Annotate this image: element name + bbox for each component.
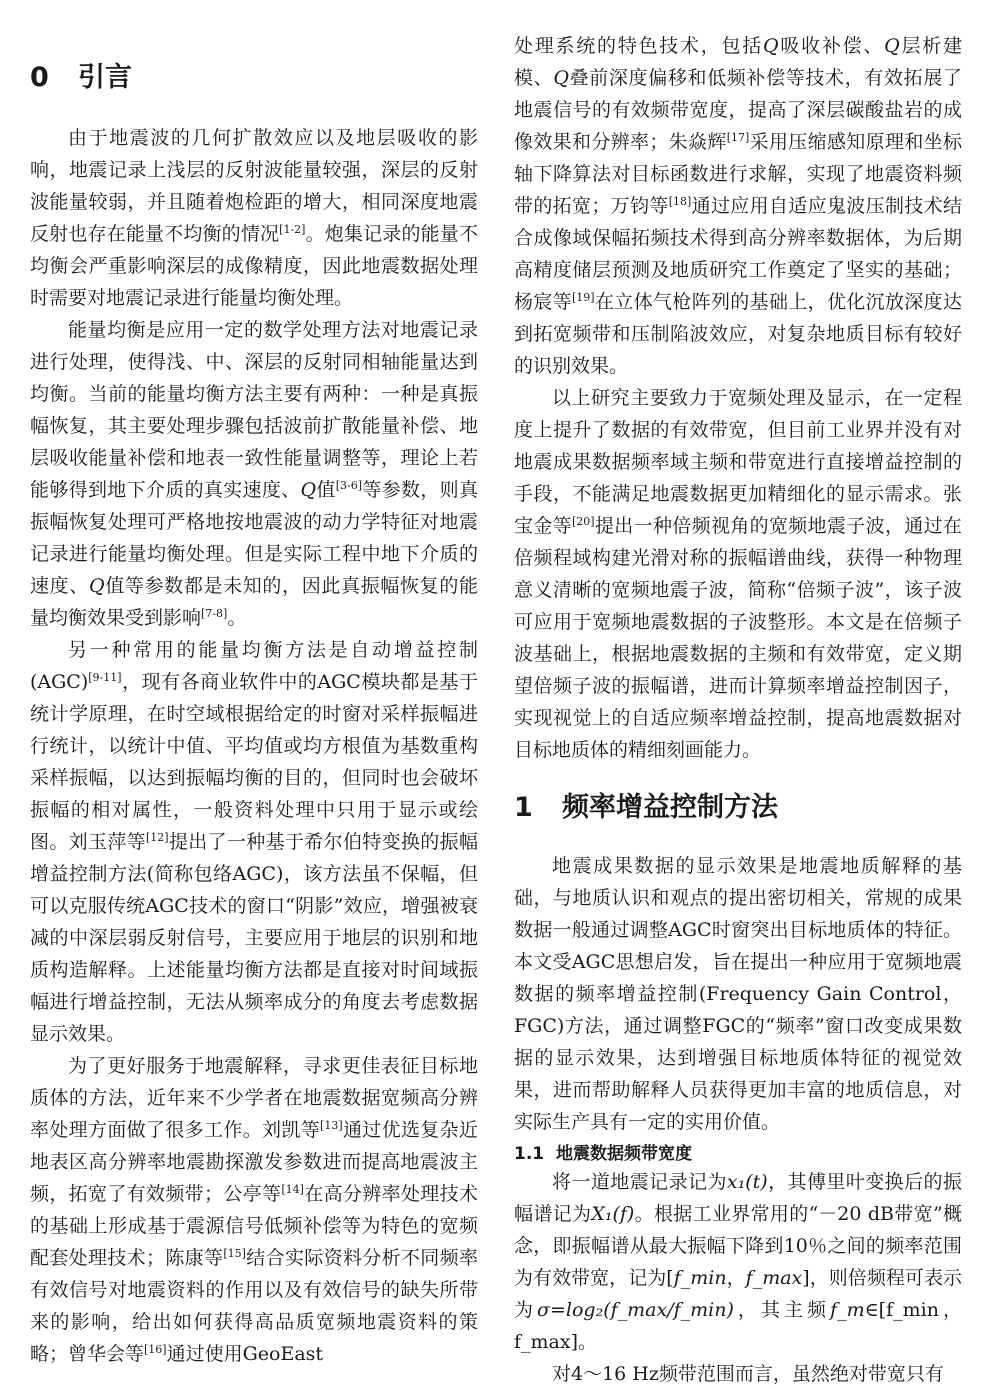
citation: [7-8] <box>201 607 228 620</box>
citation: [12] <box>146 831 169 844</box>
paragraph-text: 值 <box>316 479 336 501</box>
paragraph-text: 层析建模、 <box>514 35 962 89</box>
citation: [15] <box>223 1247 246 1260</box>
citation: [19] <box>572 291 595 304</box>
paragraph-text: 对4～16 Hz频带范围而言，虽然绝对带宽只有 <box>552 1363 944 1385</box>
paragraph-text: 在立体气枪阵列的基础上，优化沉放深度达到拓宽频带和压制陷波效应，对复杂地质目标有较好的识别效果。 <box>514 291 962 377</box>
paragraph-text: 处理系统的特色技术，包括 <box>514 35 764 57</box>
paragraph-text: 叠前深度偏移和低频补偿等技术，有效拓展了地震信号的有效频带宽度，提高了深层碳酸盐岩的成像效果和分辨率；朱焱辉 <box>514 67 962 153</box>
paragraph-intro-1 <box>30 122 478 314</box>
paragraph-text: ∈[f_min，f_max]。 <box>514 1299 962 1353</box>
paragraph-intro-5 <box>514 382 962 766</box>
citation: [1-2] <box>279 223 306 236</box>
paragraph-text: 值等参数都是未知的，因此真振幅恢复的能量均衡效果受到影响 <box>30 575 478 629</box>
left-column <box>30 0 478 1370</box>
section-heading-0 <box>30 58 478 98</box>
paragraph-text: ]，则倍频程可表示为 <box>514 1267 962 1321</box>
section-title: 引言 <box>78 62 132 93</box>
subsection-heading-1-1 <box>514 1142 962 1166</box>
paragraph-method-1 <box>514 850 962 1138</box>
symbol-q: Q <box>884 35 900 57</box>
symbol-fmin: f_min <box>673 1267 727 1289</box>
citation: [16] <box>144 1343 167 1356</box>
paragraph-text: 在高分辨率处理技术的基础上形成基于震源信号低频补偿等为特色的宽频配套处理技术；陈康等 <box>30 1183 478 1269</box>
symbol-q: Q <box>553 67 569 89</box>
paragraph-text: 通过应用自适应鬼波压制技术结合成像域保幅拓频技术得到高分辨率数据体，为后期高精度储层预测及地质研究工作奠定了坚实的基础；杨宸等 <box>514 195 962 313</box>
paragraph-intro-2 <box>30 314 478 634</box>
symbol-q: Q <box>300 479 317 501</box>
citation: [3-6] <box>335 479 363 492</box>
symbol-q: Q <box>763 35 779 57</box>
citation: [13] <box>320 1119 343 1132</box>
right-column <box>514 0 962 1390</box>
paragraph-text: ，现有各商业软件中的AGC模块都是基于统计学原理，在时空域根据给定的时窗对采样振幅进行统计，以统计中值、平均值或均方根值为基数重构采样振幅，以达到振幅均衡的目的，但同时也会破坏振幅的相对属性，一般资料处理中只用于显示或绘图。刘玉萍等 <box>30 671 478 853</box>
paragraph-text: 提出了一种基于希尔伯特变换的振幅增益控制方法(简称包络AGC)，该方法虽不保幅，但可以克服传统AGC技术的窗口“阴影”效应，增强被衰减的中深层弱反射信号，主要应用于地层的识别和地质构造解释。上述能量均衡方法都是直接对时间域振幅进行增益控制，无法从频率成分的角度去考虑数据显示效果。 <box>30 831 478 1045</box>
paragraph-text: 等参数，则真振幅恢复处理可严格地按地震波的动力学特征对地震记录进行能量均衡处理。但是实际工程中地下介质的速度、 <box>30 479 478 597</box>
citation: [18] <box>668 195 692 208</box>
paragraph-text: 。 <box>227 607 247 629</box>
symbol-fm: f_m <box>830 1299 865 1321</box>
paragraph-text: 将一道地震记录记为 <box>552 1171 727 1193</box>
paragraph-text: 能量均衡是应用一定的数学处理方法对地震记录进行处理，使得浅、中、深层的反射同相轴能量达到均衡。当前的能量均衡方法主要有两种：一种是真振幅恢复，其主要处理步骤包括波前扩散能量补偿、地层吸收能量补偿和地表一致性能量调整等，理论上若能够得到地下介质的真实速度、 <box>30 319 478 501</box>
symbol-X1f: X₁(f) <box>591 1203 635 1225</box>
paragraph-method-2 <box>514 1166 962 1358</box>
subsection-title: 地震数据频带宽度 <box>556 1144 692 1164</box>
paragraph-text: 另一种常用的能量均衡方法是自动增益控制(AGC) <box>30 639 478 693</box>
section-heading-1 <box>514 788 962 828</box>
paragraph-text: 。根据工业界常用的“－20 dB带宽”概念，即振幅谱从最大振幅下降到10％之间的频率范围为有效带宽，记为[ <box>514 1203 962 1289</box>
paragraph-text: 采用压缩感知原理和坐标轴下降算法对目标函数进行求解，实现了地震资料频带的拓宽；万钧等 <box>514 131 962 217</box>
symbol-fmax: f_max <box>745 1267 803 1289</box>
citation: [9-11] <box>88 671 122 684</box>
paragraph-text: ，其主频 <box>733 1299 831 1321</box>
paragraph-text: 由于地震波的几何扩散效应以及地层吸收的影响，地震记录上浅层的反射波能量较强，深层的反射波能量较弱，并且随着炮检距的增大，相同深度地震反射也存在能量不均衡的情况 <box>30 127 478 245</box>
subsection-number: 1.1 <box>514 1144 545 1164</box>
paragraph-text: 结合实际资料分析不同频率有效信号对地震资料的作用以及有效信号的缺失所带来的影响，给出如何获得高品质宽频地震资料的策略；曾华会等 <box>30 1247 478 1365</box>
paragraph-intro-4-continued <box>514 30 962 382</box>
section-title: 频率增益控制方法 <box>562 792 778 823</box>
citation: [20] <box>572 515 595 528</box>
symbol-x1t: x₁(t) <box>726 1171 768 1193</box>
paragraph-text: 吸收补偿、 <box>778 35 885 57</box>
paragraph-method-3 <box>514 1358 962 1390</box>
paragraph-intro-4 <box>30 1050 478 1370</box>
paragraph-text: 通过优选复杂近地表区高分辨率地震勘探激发参数进而提高地震波主频，拓宽了有效频带；公亭等 <box>30 1119 478 1205</box>
paragraph-text: ，其傅里叶变换后的振幅谱记为 <box>514 1171 962 1225</box>
citation: [17] <box>726 131 750 144</box>
section-number: 0 <box>30 62 49 93</box>
paragraph-text: 为了更好服务于地震解释，寻求更佳表征目标地质体的方法，近年来不少学者在地震数据宽频高分辨率处理方面做了很多工作。刘凯等 <box>30 1055 478 1141</box>
paragraph-intro-3 <box>30 634 478 1050</box>
paragraph-text: 以上研究主要致力于宽频处理及显示，在一定程度上提升了数据的有效带宽，但目前工业界并没有对地震成果数据频率域主频和带宽进行直接增益控制的手段，不能满足地震数据更加精细化的显示需求。张宝金等 <box>514 387 962 537</box>
paragraph-text: ， <box>726 1267 746 1289</box>
paragraph-text: 地震成果数据的显示效果是地震地质解释的基础，与地质认识和观点的提出密切相关，常规的成果数据一般通过调整AGC时窗突出目标地质体的特征。本文受AGC思想启发，旨在提出一种应用于宽频地震数据的频率增益控制(Frequency Gain Control，FGC)方法，通过调整FGC的“频率”窗口改变成果数据的显示效果，达到增强目标地质体特征的视觉效果，进而帮助解释人员获得更加丰富的地质信息，对实际生产具有一定的实用价值。 <box>514 855 962 1133</box>
symbol-q: Q <box>88 575 105 597</box>
section-number: 1 <box>514 792 533 823</box>
paragraph-text: 提出一种倍频视角的宽频地震子波，通过在倍频程域构建光滑对称的振幅谱曲线，获得一种物理意义清晰的宽频地震子波，简称“倍频子波”，该子波可应用于宽频地震数据的子波整形。本文是在倍频子波基础上，根据地震数据的主频和有效带宽，定义期望倍频子波的振幅谱，进而计算频率增益控制因子，实现视觉上的自适应频率增益控制，提高地震数据对目标地质体的精细刻画能力。 <box>514 515 962 761</box>
paragraph-text: 。炮集记录的能量不均衡会严重影响深层的成像精度，因此地震数据处理时需要对地震记录进行能量均衡处理。 <box>30 223 478 309</box>
octave-formula: σ=log₂(f_max/f_min) <box>537 1299 734 1321</box>
citation: [14] <box>281 1183 304 1196</box>
paragraph-text: 通过使用GeoEast <box>166 1343 324 1365</box>
